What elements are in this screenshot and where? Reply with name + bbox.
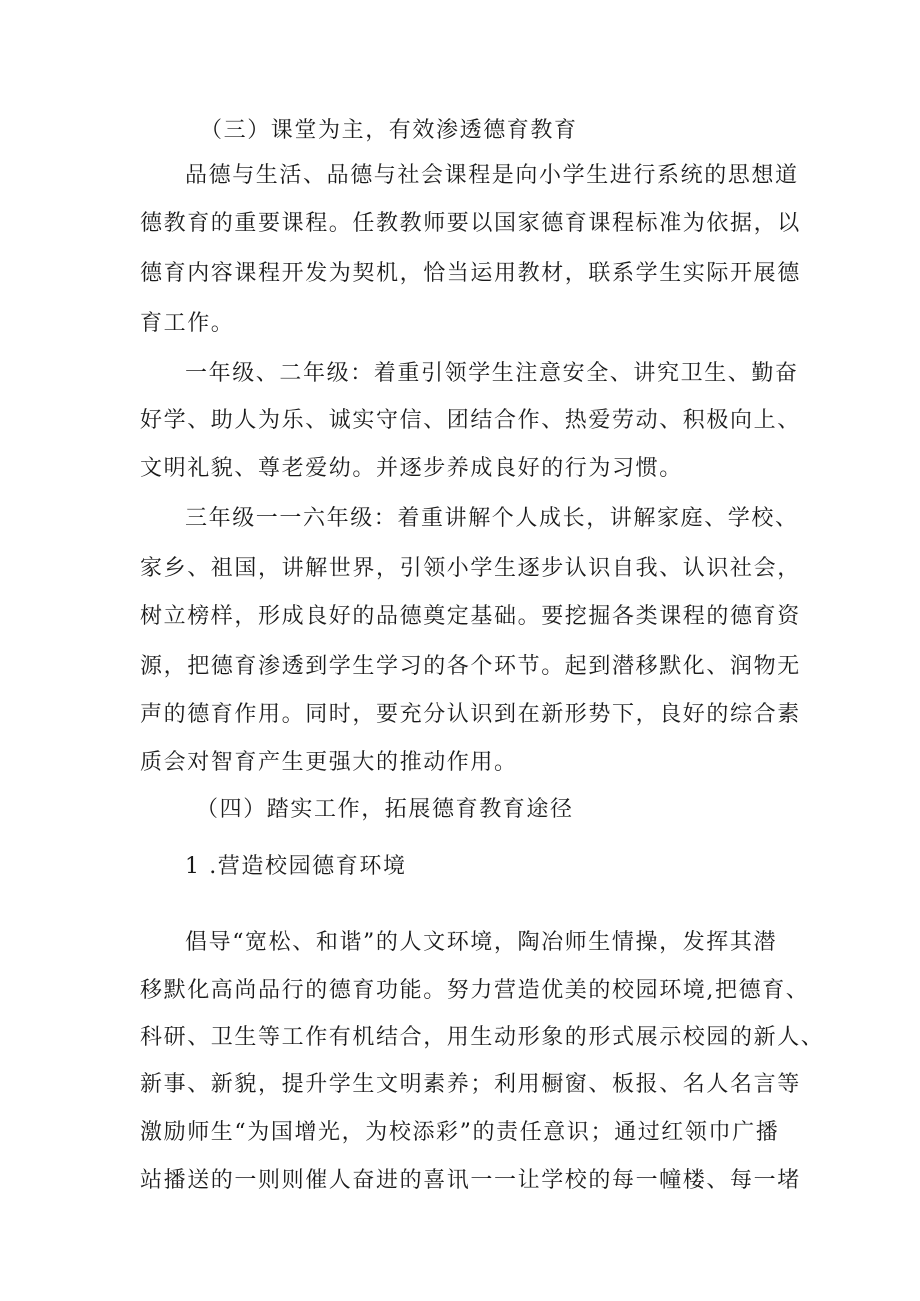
paragraph-3-line-3: 树立榜样，形成良好的品德奠定基础。要挖掘各类课程的德育资 — [140, 604, 801, 629]
paragraph-1-line-1: 品德与生活、品德与社会课程是向小学生进行系统的思想道 — [185, 163, 799, 188]
section-3-heading: （三）课堂为主，有效渗透德育教育 — [200, 118, 578, 143]
paragraph-4-line-6: 站播送的一则则催人奋进的喜讯一一让学校的每一幢楼、每一堵 — [140, 1168, 801, 1193]
paragraph-4-line-4: 新事、新貌，提升学生文明素养；利用橱窗、板报、名人名言等 — [140, 1072, 801, 1097]
section-4-heading: （四）踏实工作，拓展德育教育途径 — [196, 797, 574, 822]
paragraph-4-line-3: 科研、卫生等工作有机结合，用生动形象的形式展示校园的新人、 — [140, 1025, 825, 1050]
paragraph-3-line-1: 三年级一一六年级：着重讲解个人成长，讲解家庭、学校、 — [185, 506, 799, 531]
paragraph-3-line-5: 声的德育作用。同时，要充分认识到在新形势下，良好的综合素 — [140, 702, 801, 727]
paragraph-1-line-4: 育工作。 — [140, 311, 235, 336]
paragraph-1-line-2: 德教育的重要课程。任教教师要以国家德育课程标准为依据，以 — [140, 211, 801, 236]
paragraph-3-line-6: 质会对智育产生更强大的推动作用。 — [140, 750, 518, 775]
paragraph-4-line-2: 移默化高尚品行的德育功能。努力营造优美的校园环境,把德育、 — [140, 978, 810, 1003]
paragraph-1-line-3: 德育内容课程开发为契机，恰当运用教材，联系学生实际开展德 — [140, 261, 801, 286]
paragraph-2-line-3: 文明礼貌、尊老爱幼。并逐步养成良好的行为习惯。 — [140, 456, 683, 481]
paragraph-2-line-2: 好学、助人为乐、诚实守信、团结合作、热爱劳动、积极向上、 — [140, 408, 801, 433]
subsection-1-heading: 1 .营造校园德育环境 — [185, 854, 407, 879]
paragraph-3-line-2: 家乡、祖国，讲解世界，引领小学生逐步认识自我、认识社会， — [140, 556, 801, 581]
paragraph-4-line-5: 激励师生“为国增光，为校添彩”的责任意识；通过红领巾广播 — [140, 1120, 780, 1145]
paragraph-2-line-1: 一年级、二年级：着重引领学生注意安全、讲究卫生、勤奋 — [185, 361, 799, 386]
paragraph-3-line-4: 源，把德育渗透到学生学习的各个环节。起到潜移默化、润物无 — [140, 654, 801, 679]
paragraph-4-line-1: 倡导“宽松、和谐”的人文环境，陶冶师生情操，发挥其潜 — [185, 930, 778, 955]
